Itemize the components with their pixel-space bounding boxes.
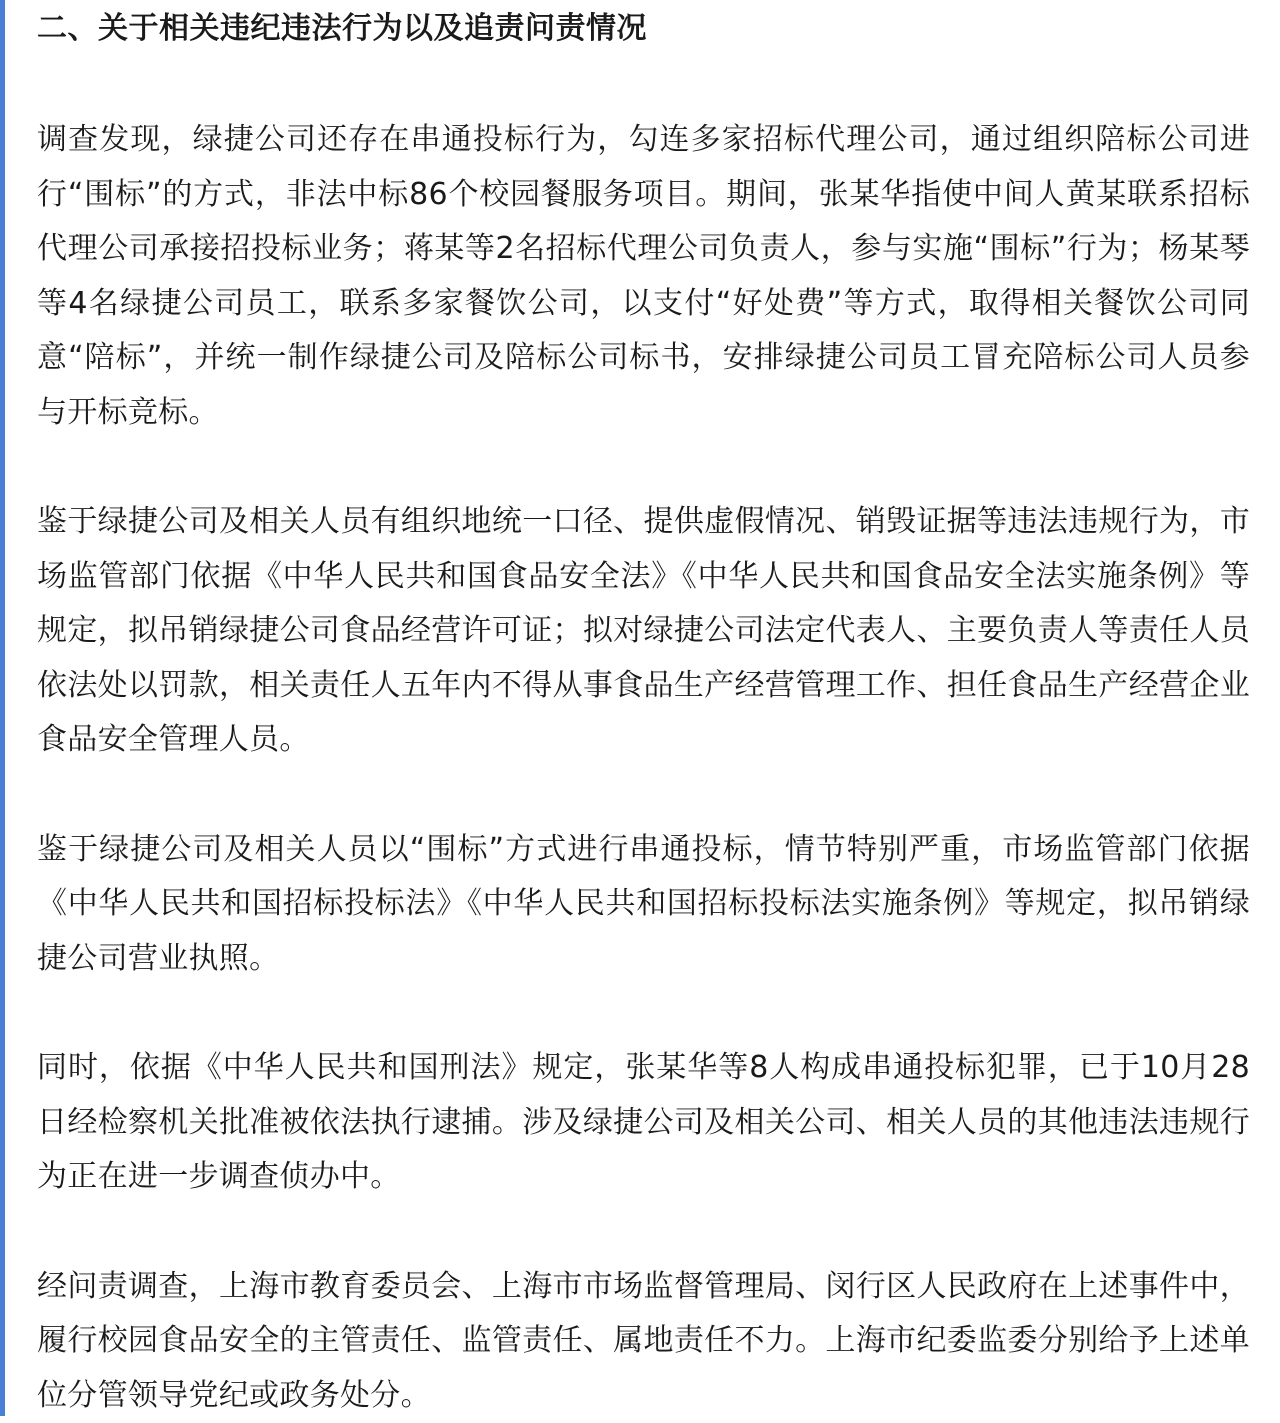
left-accent-bar xyxy=(0,0,5,1416)
paragraph-criminal: 同时，依据《中华人民共和国刑法》规定，张某华等8人构成串通投标犯罪，已于10月28日经检察机关批准被依法执行逮捕。涉及绿捷公司及相关公司、相关人员的其他违法违规行为正在进一步调查侦办中。 xyxy=(37,1041,1250,1205)
paragraph-business-license: 鉴于绿捷公司及相关人员以“围标”方式进行串通投标，情节特别严重，市场监管部门依据《中华人民共和国招标投标法》《中华人民共和国招标投标法实施条例》等规定，拟吊销绿捷公司营业执照。 xyxy=(37,823,1250,987)
section-heading: 二、关于相关违纪违法行为以及追责问责情况 xyxy=(37,6,1250,52)
paragraph-food-license: 鉴于绿捷公司及相关人员有组织地统一口径、提供虚假情况、销毁证据等违法违规行为，市场监管部门依据《中华人民共和国食品安全法》《中华人民共和国食品安全法实施条例》等规定，拟吊销绿捷公司食品经营许可证；拟对绿捷公司法定代表人、主要负责人等责任人员依法处以罚款，相关责任人五年内不得从事食品生产经营管理工作、担任食品生产经营企业食品安全管理人员。 xyxy=(37,495,1250,768)
paragraph-accountability: 经问责调查，上海市教育委员会、上海市市场监督管理局、闵行区人民政府在上述事件中，履行校园食品安全的主管责任、监管责任、属地责任不力。上海市纪委监委分别给予上述单位分管领导党纪或政务处分。 xyxy=(37,1260,1250,1423)
article-body xyxy=(37,0,1250,1423)
paragraph-investigation: 调查发现，绿捷公司还存在串通投标行为，勾连多家招标代理公司，通过组织陪标公司进行“围标”的方式，非法中标86个校园餐服务项目。期间，张某华指使中间人黄某联系招标代理公司承接招投标业务；蒋某等2名招标代理公司负责人，参与实施“围标”行为；杨某琴等4名绿捷公司员工，联系多家餐饮公司，以支付“好处费”等方式，取得相关餐饮公司同意“陪标”，并统一制作绿捷公司及陪标公司标书，安排绿捷公司员工冒充陪标公司人员参与开标竞标。 xyxy=(37,113,1250,440)
